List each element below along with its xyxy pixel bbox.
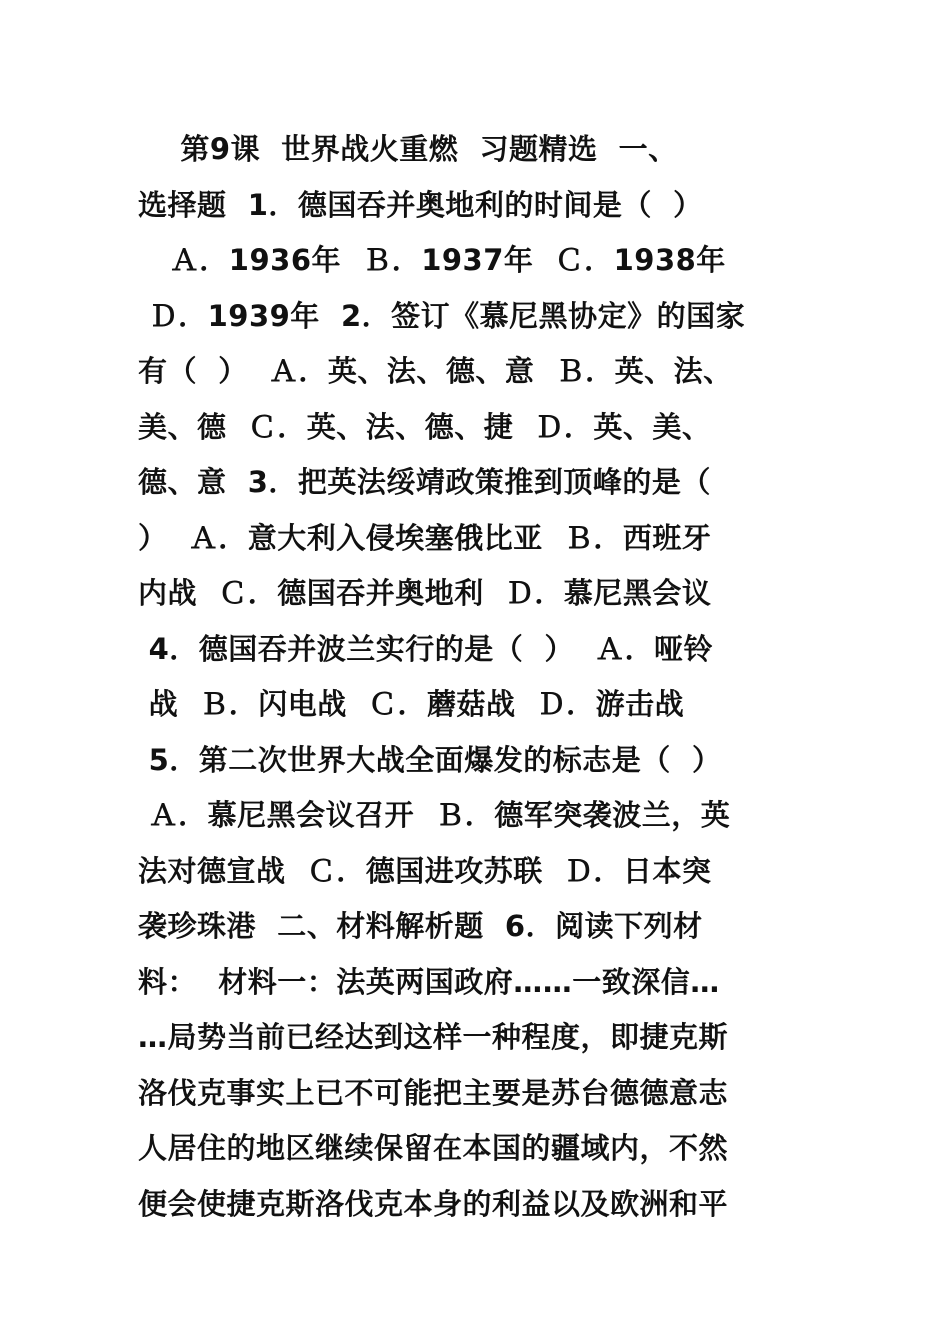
text-line: 选择题 1．德国吞并奥地利的时间是（ ） <box>138 187 703 222</box>
text-line: 第9课 世界战火重燃 习题精选 一、 <box>138 132 678 166</box>
text-line: 法对德宣战 Ｃ．德国进攻苏联 Ｄ．日本突 <box>138 853 712 888</box>
text-line: 袭珍珠港 二、材料解析题 6．阅读下列材 <box>138 909 703 943</box>
exercise-text <box>138 122 828 1232</box>
text-line: 美、德 Ｃ．英、法、德、捷 Ｄ．英、美、 <box>138 409 712 444</box>
text-line: 料： 材料一：法英两国政府……一致深信… <box>138 964 720 999</box>
text-line: 德、意 3．把英法绥靖政策推到顶峰的是（ <box>138 465 711 499</box>
text-line: 内战 Ｃ．德国吞并奥地利 Ｄ．慕尼黑会议 <box>138 576 712 610</box>
text-line: 有（ ） Ａ．英、法、德、意 Ｂ．英、法、 <box>138 354 733 388</box>
text-line: 便会使捷克斯洛伐克本身的利益以及欧洲和平 <box>138 1186 729 1221</box>
text-line: 战 Ｂ．闪电战 Ｃ．蘑菇战 Ｄ．游击战 <box>138 687 685 721</box>
text-line: Ｄ．1939年 2．签订《慕尼黑协定》的国家 <box>138 298 746 333</box>
text-line: Ａ．慕尼黑会议召开 Ｂ．德军突袭波兰，英 <box>138 798 731 832</box>
text-line: 5．第二次世界大战全面爆发的标志是（ ） <box>138 742 722 777</box>
text-line: 洛伐克事实上已不可能把主要是苏台德德意志 <box>138 1075 729 1110</box>
text-line: 4．德国吞并波兰实行的是（ ） Ａ．哑铃 <box>138 631 714 666</box>
text-line: …局势当前已经达到这样一种程度，即捷克斯 <box>138 1020 729 1054</box>
text-line: ） Ａ．意大利入侵埃塞俄比亚 Ｂ．西班牙 <box>138 520 712 555</box>
text-line: Ａ．1936年 Ｂ．1937年 Ｃ．1938年 <box>138 243 726 277</box>
text-line: 人居住的地区继续保留在本国的疆域内，不然 <box>138 1131 729 1165</box>
